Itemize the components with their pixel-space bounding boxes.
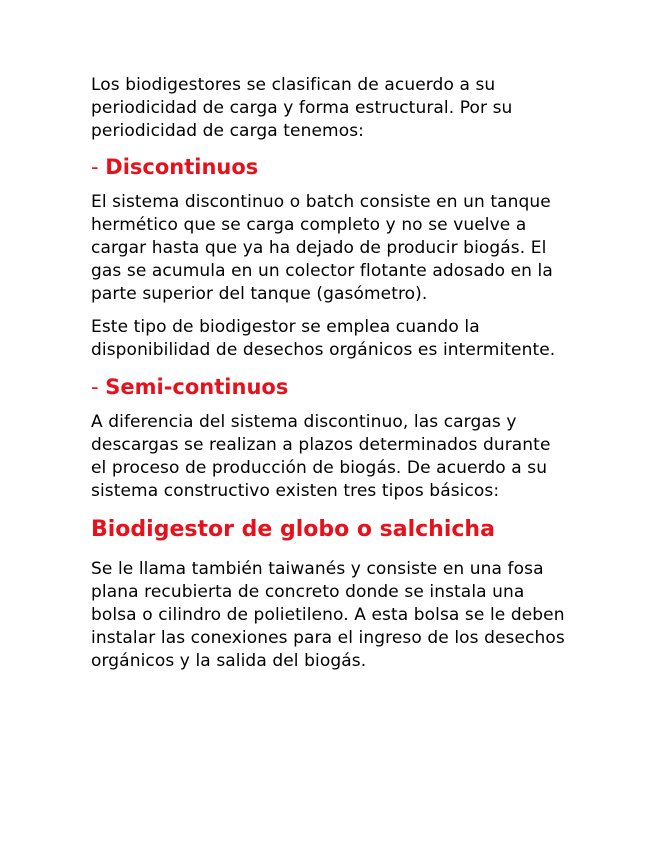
- heading-globo: Biodigestor de globo o salchicha: [91, 517, 495, 542]
- heading-dash: -: [91, 155, 106, 179]
- heading-semicontinuos: [91, 372, 571, 402]
- intro-paragraph: Los biodigestores se clasifican de acuerdo a su periodicidad de carga y forma estructural. Por su periodicidad de carga tenemos:: [91, 75, 513, 141]
- heading-discontinuos-title: Discontinuos: [105, 155, 259, 179]
- heading-discontinuos: [91, 152, 571, 182]
- discontinuos-paragraph-2: Este tipo de biodigestor se emplea cuando la disponibilidad de desechos orgánicos es intermitente.: [91, 317, 556, 360]
- heading-semicontinuos-title: Semi-continuos: [105, 375, 289, 399]
- document-page: [91, 74, 571, 683]
- globo-paragraph-1: Se le llama también taiwanés y consiste en una fosa plana recubierta de concreto donde se instala una bolsa o cilindro de polietileno. A esta bolsa se le deben instalar las conexiones para el ingreso de los desechos orgánicos y la salida del biogás.: [91, 559, 565, 671]
- heading-dash: -: [91, 375, 106, 399]
- semicontinuos-paragraph-1: A diferencia del sistema discontinuo, las cargas y descargas se realizan a plazos determinados durante el proceso de producción de biogás. De acuerdo a su sistema constructivo existen tres tipos básicos:: [91, 412, 551, 501]
- discontinuos-paragraph-1: El sistema discontinuo o batch consiste en un tanque hermético que se carga completo y no se vuelve a cargar hasta que ya ha dejado de producir biogás. El gas se acumula en un colector flotante adosado en la parte superior del tanque (gasómetro).: [91, 192, 553, 304]
